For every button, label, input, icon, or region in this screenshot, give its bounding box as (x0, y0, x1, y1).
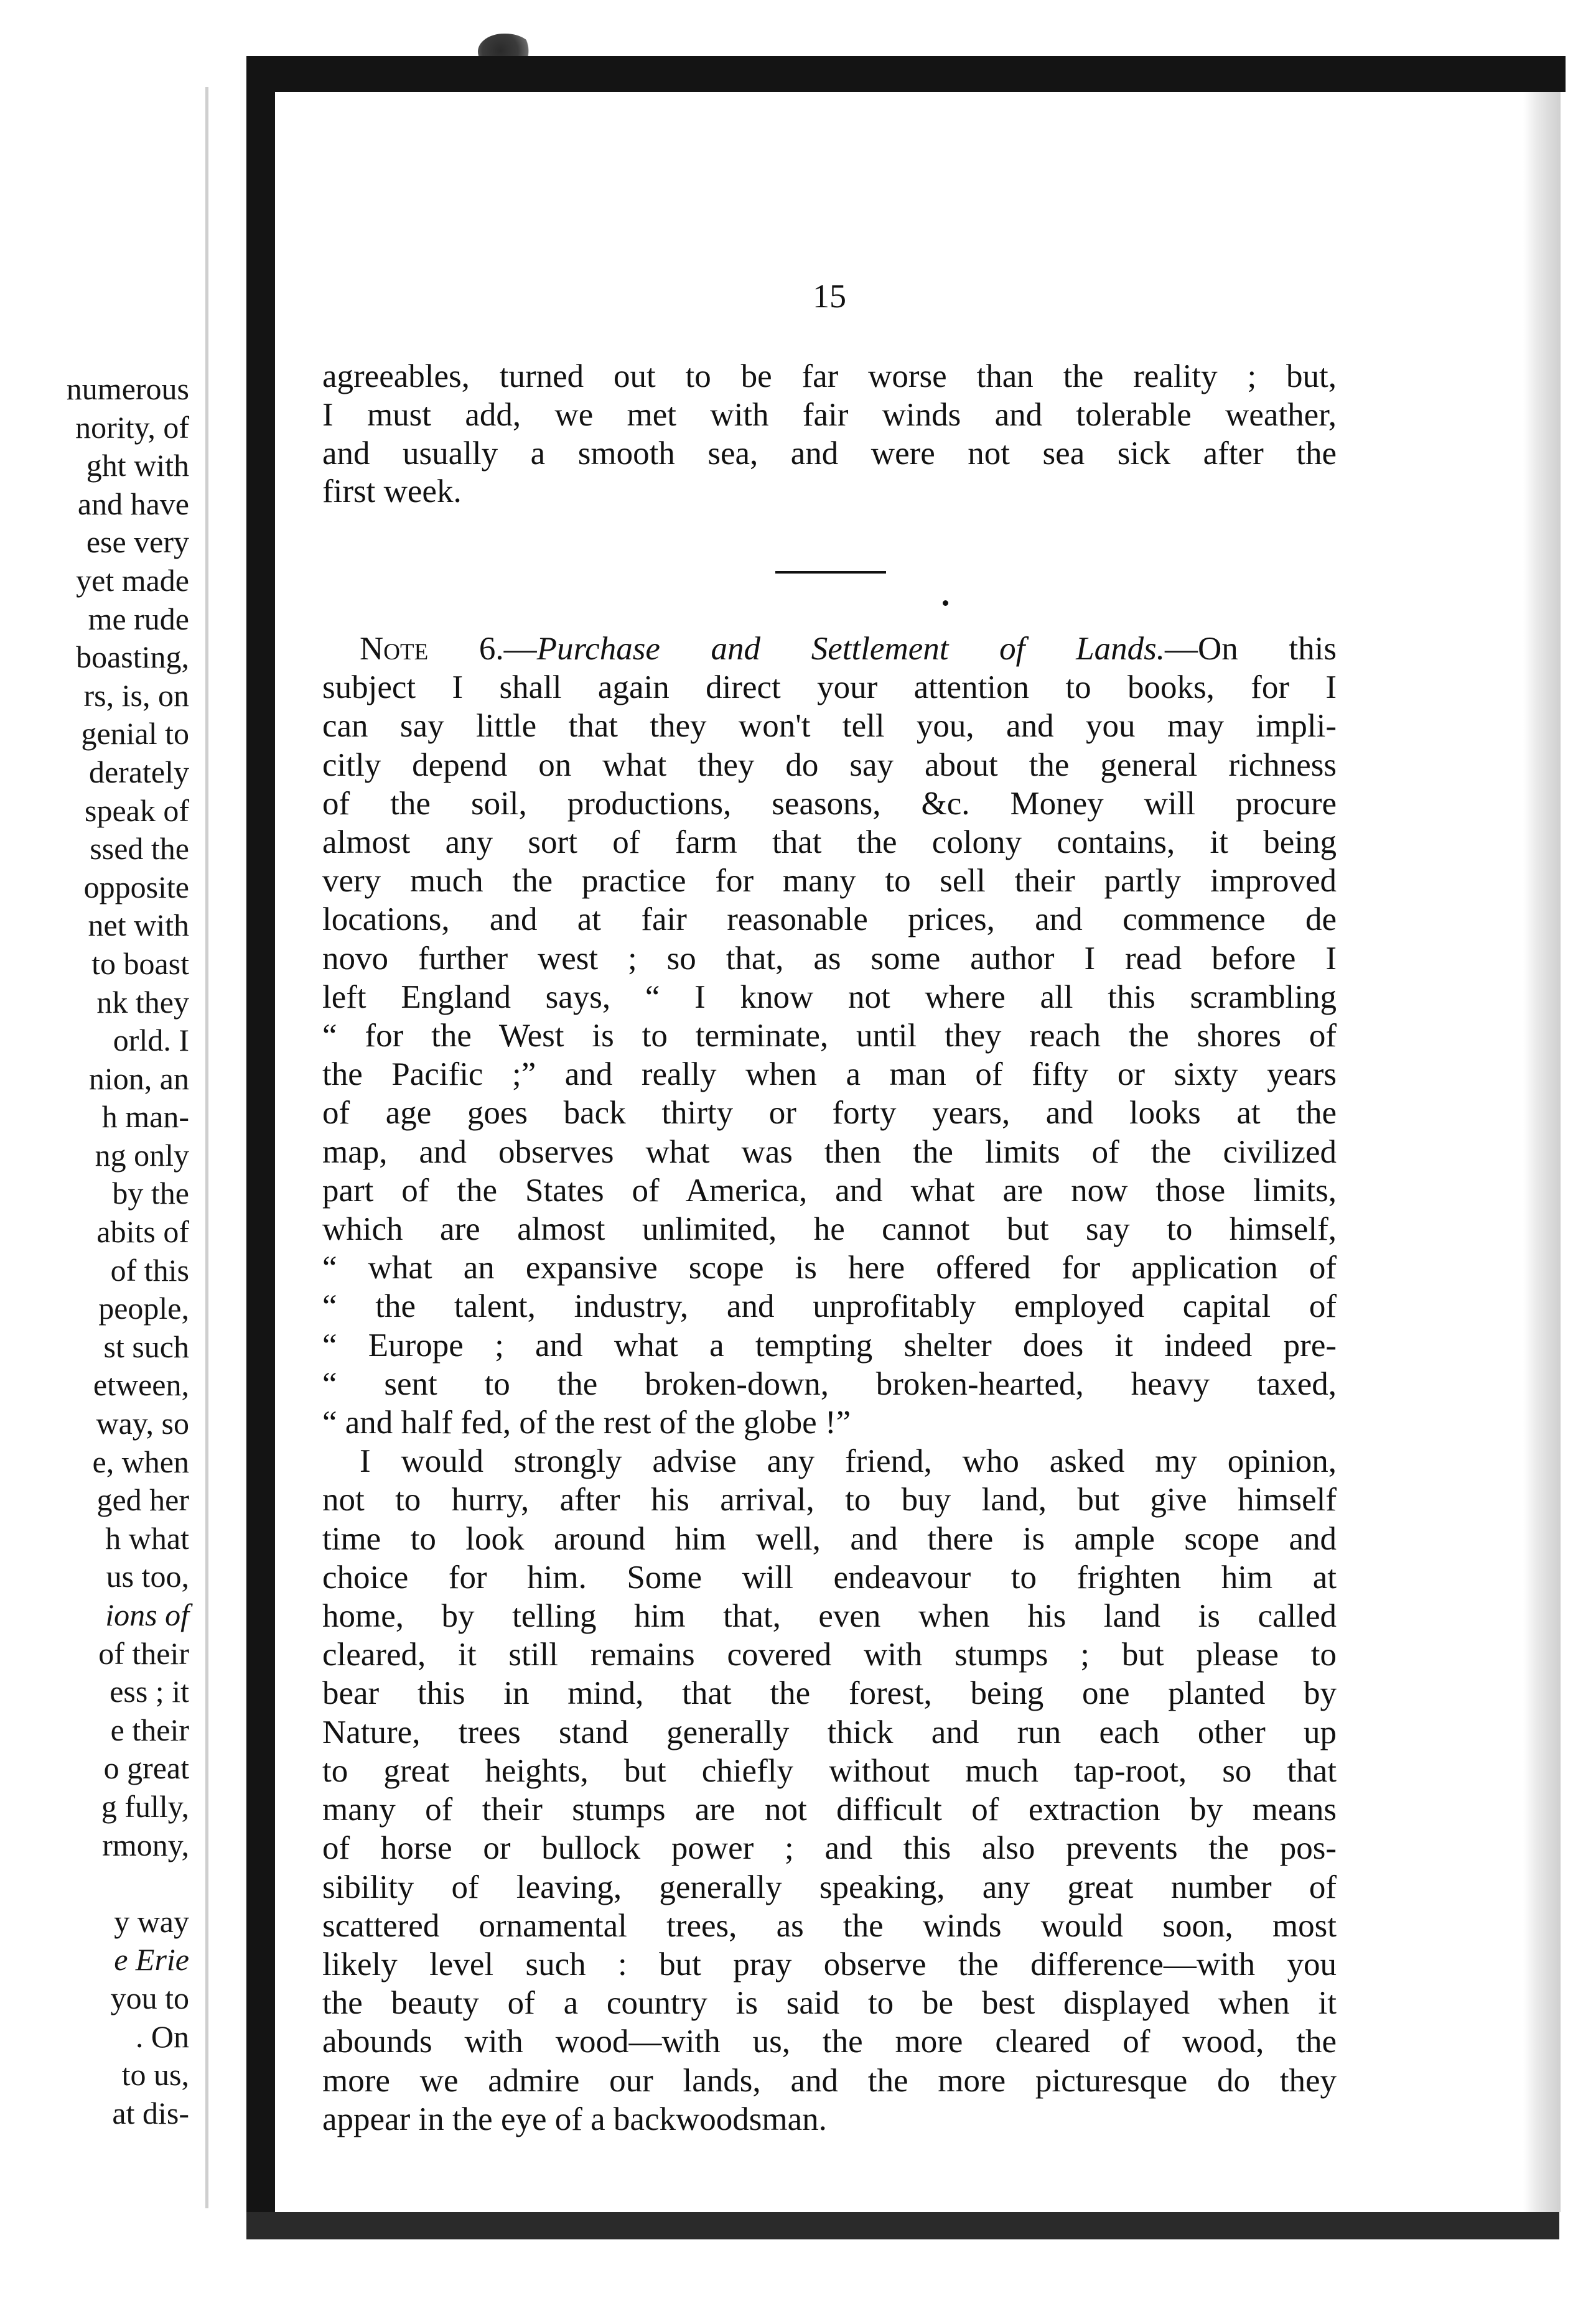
continuation-paragraph (322, 358, 1337, 511)
facing-page-line: me rude (88, 601, 189, 636)
facing-page-fragment (0, 87, 208, 2208)
note-heading-line: Note 6.—Purchase and Settlement of Lands.—On this (360, 631, 1337, 667)
facing-page-line: ions of (105, 1597, 189, 1632)
advice-line: bear this in mind, that the forest, being one planted by (322, 1675, 1337, 1712)
facing-page-line: e Erie (114, 1942, 189, 1978)
facing-page-line: to us, (121, 2057, 189, 2093)
note-first-line-rest: On this (1197, 631, 1337, 667)
facing-page-line: of their (98, 1635, 189, 1671)
facing-page-line: nority, of (75, 409, 189, 445)
note-line: locations, and at fair reasonable prices, and commence de (322, 901, 1337, 938)
note-label: Note 6. (360, 631, 504, 667)
facing-page-line: etween, (93, 1367, 189, 1403)
advice-line: choice for him. Some will endeavour to frighten him at (322, 1559, 1337, 1596)
text-line: I must add, we met with fair winds and tolerable weather, (322, 396, 1337, 433)
note-line: almost any sort of farm that the colony contains, it being (322, 824, 1337, 861)
advice-line: sibility of leaving, generally speaking, any great number of (322, 1869, 1337, 1905)
advice-line: appear in the eye of a backwoodsman. (322, 2101, 827, 2137)
facing-page-lines (67, 370, 189, 2132)
stray-dot (943, 600, 948, 606)
note-title: Purchase and Settlement of Lands. (536, 631, 1165, 667)
facing-page-line: genial to (81, 716, 189, 751)
note-body (322, 668, 1337, 1442)
facing-page-line: opposite (83, 869, 189, 904)
facing-page-line: at dis- (112, 2095, 189, 2131)
facing-page-line: o great (103, 1750, 189, 1786)
facing-page-line: numerous (66, 371, 189, 406)
facing-page-line: orld. I (113, 1023, 189, 1058)
advice-line: more we admire our lands, and the more picturesque do they (322, 2062, 1337, 2099)
facing-page-line: ged her (96, 1482, 189, 1518)
facing-page-line: net with (88, 908, 189, 943)
note-line: of the soil, productions, seasons, &c. Money will procure (322, 785, 1337, 822)
facing-page-line (67, 1864, 189, 1903)
note-line: left England says, “ I know not where all this scrambling (322, 978, 1337, 1015)
note-line: which are almost unlimited, he cannot but say to himself, (322, 1211, 1337, 1248)
advice-line: abounds with wood—with us, the more cleared of wood, the (322, 2024, 1337, 2060)
facing-page-line: e their (110, 1712, 189, 1747)
note-line: very much the practice for many to sell their partly improved (322, 863, 1337, 899)
note-section (322, 630, 1337, 2139)
facing-page-line: . On (135, 2019, 189, 2054)
text-line: first week. (322, 473, 462, 510)
advice-line: I would strongly advise any friend, who asked my opinion, (360, 1443, 1337, 1480)
facing-page-line: yet made (76, 562, 189, 598)
note-line: “ what an expansive scope is here offered for application of (322, 1250, 1337, 1286)
note-line: the Pacific ;” and really when a man of fifty or sixty years (322, 1056, 1337, 1093)
note-line: subject I shall again direct your attention to books, for I (322, 669, 1337, 706)
advice-line: likely level such : but pray observe the difference—with you (322, 1946, 1337, 1982)
facing-page-line: st such (103, 1329, 189, 1364)
note-line: “ Europe ; and what a tempting shelter does it indeed pre- (322, 1327, 1337, 1364)
note-line: “ for the West is to terminate, until they reach the shores of (322, 1018, 1337, 1054)
facing-page-line: ght with (86, 448, 189, 483)
facing-page-line: by the (112, 1176, 189, 1211)
facing-page-line: you to (110, 1980, 189, 2015)
advice-line: to great heights, but chiefly without much tap-root, so that (322, 1752, 1337, 1789)
advice-line: the beauty of a country is said to be best displayed when it (322, 1985, 1337, 2022)
advice-line: cleared, it still remains covered with stumps ; but please to (322, 1637, 1337, 1673)
note-line: “ sent to the broken-down, broken-hearted, heavy taxed, (322, 1365, 1337, 1402)
facing-page-line: g fully, (101, 1788, 189, 1824)
facing-page-line: to boast (91, 946, 189, 981)
facing-page-line: ng only (95, 1137, 189, 1173)
advice-line: many of their stumps are not difficult of extraction by means (322, 1792, 1337, 1828)
advice-line: time to look around him well, and there is ample scope and (322, 1520, 1337, 1557)
advice-paragraph (322, 1442, 1337, 2139)
note-line: part of the States of America, and what are now those limits, (322, 1172, 1337, 1209)
text-line: and usually a smooth sea, and were not sea sick after the (322, 435, 1337, 472)
note-line: citly depend on what they do say about the general richness (322, 746, 1337, 783)
note-line: “ the talent, industry, and unprofitably employed capital of (322, 1288, 1337, 1325)
facing-page-line: ess ; it (110, 1674, 189, 1709)
page-edge (1523, 92, 1561, 2212)
note-line: novo further west ; so that, as some author I read before I (322, 940, 1337, 977)
book-gutter (246, 56, 275, 2239)
facing-page-line: of this (110, 1252, 189, 1288)
facing-page-line: speak of (85, 792, 189, 828)
advice-line: home, by telling him that, even when his land is called (322, 1598, 1337, 1635)
page-top-shadow (246, 56, 1566, 92)
note-line: of age goes back thirty or forty years, and looks at the (322, 1095, 1337, 1132)
facing-page-line: ssed the (90, 831, 189, 867)
advice-line: scattered ornamental trees, as the winds would soon, most (322, 1907, 1337, 1944)
facing-page-line: e, when (92, 1444, 189, 1479)
facing-page-line: abits of (96, 1214, 189, 1250)
facing-page-line: y way (114, 1903, 189, 1939)
facing-page-line: nk they (96, 984, 189, 1020)
advice-line: of horse or bullock power ; and this also prevents the pos- (322, 1830, 1337, 1867)
note-line: map, and observes what was then the limits of the civilized (322, 1133, 1337, 1170)
facing-page-line: rmony, (102, 1827, 189, 1862)
text-line: agreeables, turned out to be far worse than the reality ; but, (322, 358, 1337, 394)
page-bottom-shadow (246, 2212, 1559, 2239)
advice-line: Nature, trees stand generally thick and run each other up (322, 1714, 1337, 1750)
facing-page-line: h man- (101, 1099, 189, 1135)
page-number: 15 (813, 277, 846, 315)
facing-page-line: h what (105, 1520, 189, 1556)
facing-page-line: boasting, (76, 639, 189, 675)
facing-page-line: derately (88, 754, 189, 789)
note-line: “ and half fed, of the rest of the globe !” (322, 1405, 851, 1441)
advice-line: not to hurry, after his arrival, to buy land, but give himself (322, 1482, 1337, 1518)
facing-page-line: us too, (106, 1559, 189, 1594)
facing-page-line: people, (98, 1291, 189, 1326)
note-line: can say little that they won't tell you, and you may impli- (322, 708, 1337, 745)
facing-page-line: way, so (96, 1406, 189, 1441)
facing-page-line: ese very (86, 524, 189, 560)
section-divider (775, 571, 886, 574)
facing-page-line: rs, is, on (83, 677, 189, 713)
facing-page-line: nion, an (88, 1061, 189, 1096)
facing-page-line: and have (77, 486, 189, 521)
